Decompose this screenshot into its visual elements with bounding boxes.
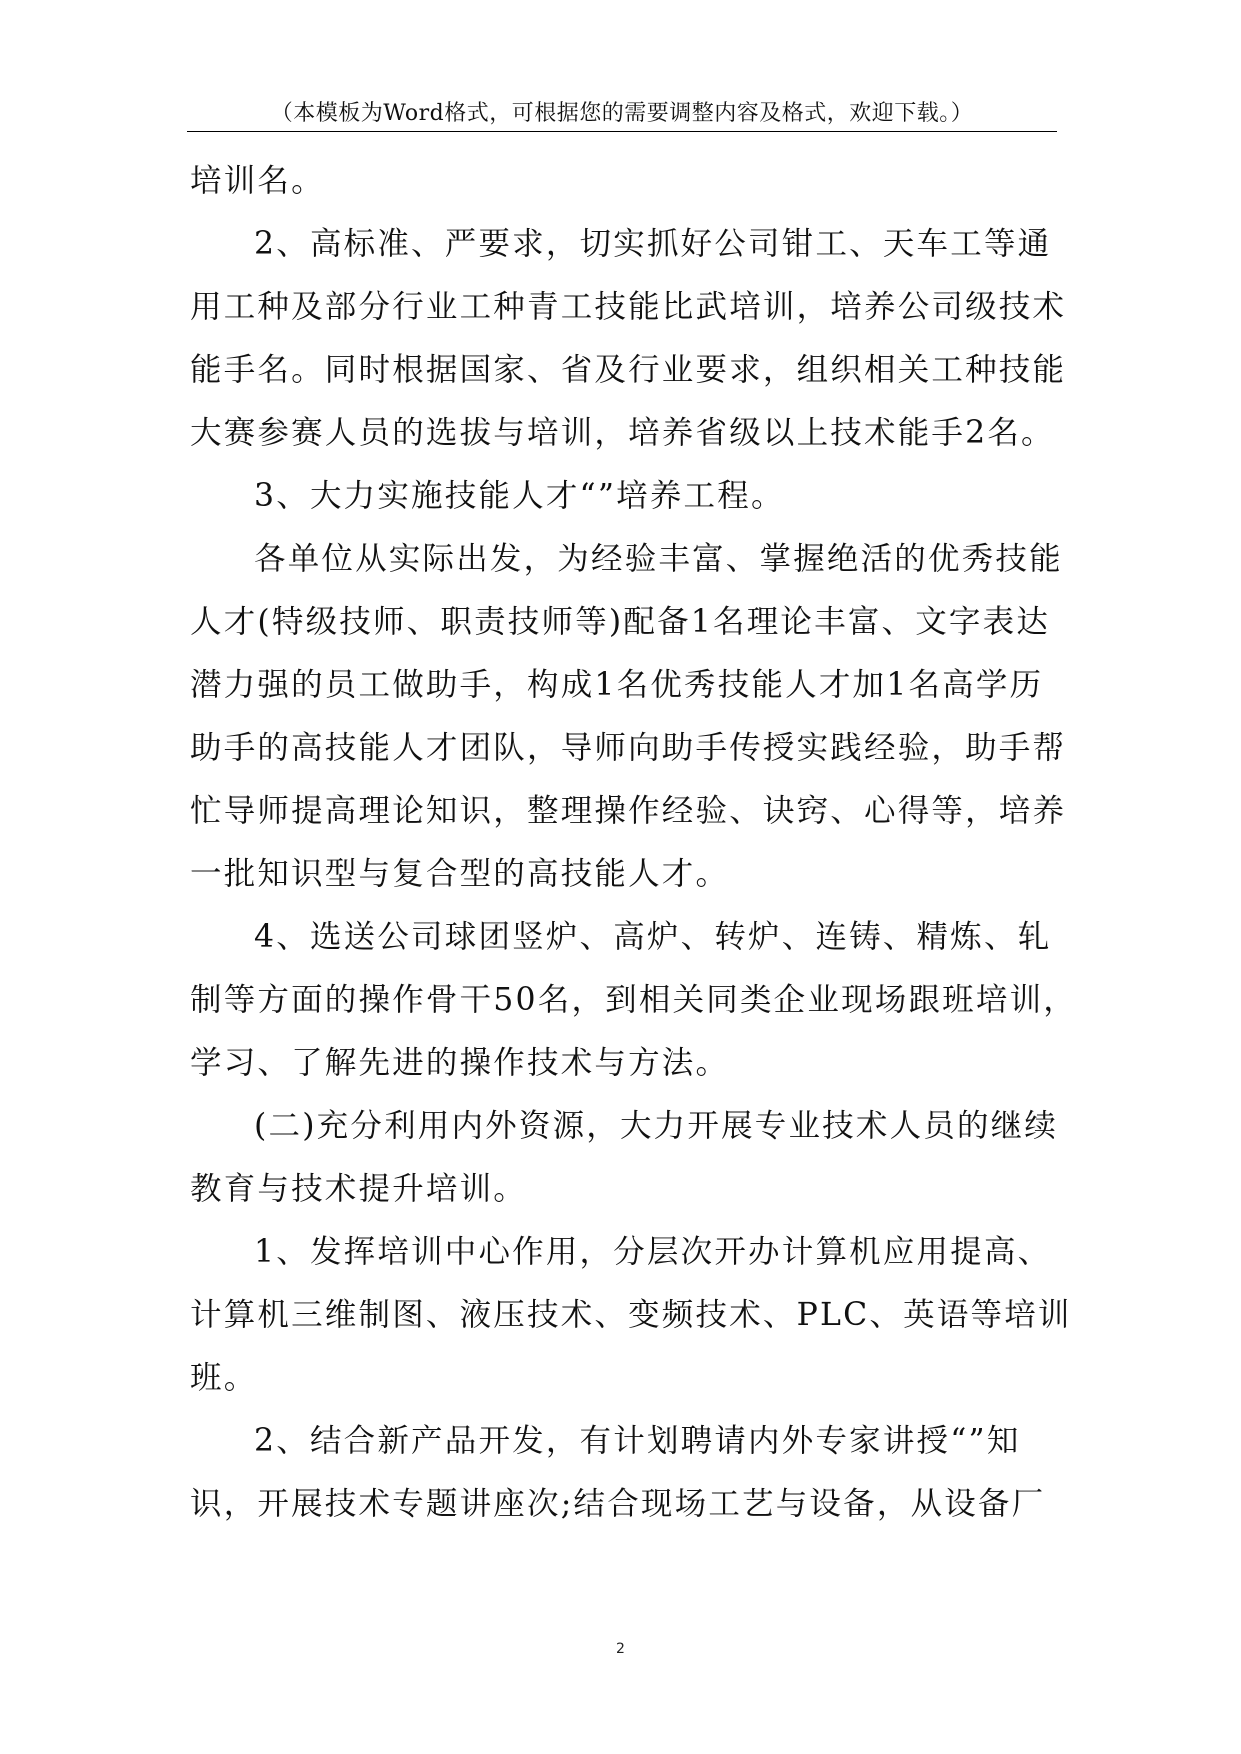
body-line: 忙导师提高理论知识，整理操作经验、诀窍、心得等，培养 xyxy=(190,793,1067,829)
body-line: 计算机三维制图、液压技术、变频技术、PLC、英语等培训 xyxy=(190,1297,1072,1333)
body-line: 班。 xyxy=(190,1360,258,1396)
page-number: 2 xyxy=(616,1641,625,1657)
body-line: 制等方面的操作骨干50名，到相关同类企业现场跟班培训， xyxy=(190,982,1077,1018)
body-line: 潜力强的员工做助手，构成1名优秀技能人才加1名高学历 xyxy=(190,667,1044,703)
body-line: 各单位从实际出发，为经验丰富、掌握绝活的优秀技能 xyxy=(254,541,1063,577)
header-divider xyxy=(187,131,1057,132)
body-line: 一批知识型与复合型的高技能人才。 xyxy=(190,856,730,892)
body-line: 能手名。同时根据国家、省及行业要求，组织相关工种技能 xyxy=(190,352,1067,388)
body-line: 培训名。 xyxy=(190,163,325,199)
body-line: 2、高标准、严要求，切实抓好公司钳工、天车工等通 xyxy=(254,226,1052,262)
body-line: 3、大力实施技能人才“”培养工程。 xyxy=(254,478,785,514)
body-line: 教育与技术提升培训。 xyxy=(190,1171,528,1207)
body-line: 大赛参赛人员的选拔与培训，培养省级以上技术能手2名。 xyxy=(190,415,1055,451)
document-body xyxy=(190,150,1077,1536)
body-line: 助手的高技能人才团队，导师向助手传授实践经验，助手帮 xyxy=(190,730,1067,766)
body-line: (二)充分利用内外资源，大力开展专业技术人员的继续 xyxy=(254,1108,1059,1144)
body-line: 1、发挥培训中心作用，分层次开办计算机应用提高、 xyxy=(254,1234,1052,1270)
body-line: 识，开展技术专题讲座次;结合现场工艺与设备，从设备厂 xyxy=(190,1486,1046,1522)
body-line: 2、结合新产品开发，有计划聘请内外专家讲授“”知 xyxy=(254,1423,1021,1459)
page-header-notice: （本模板为Word格式，可根据您的需要调整内容及格式，欢迎下载。） xyxy=(270,101,974,126)
body-line: 用工种及部分行业工种青工技能比武培训，培养公司级技术 xyxy=(190,289,1067,325)
body-line: 人才(特级技师、职责技师等)配备1名理论丰富、文字表达 xyxy=(190,604,1051,640)
body-line: 4、选送公司球团竖炉、高炉、转炉、连铸、精炼、轧 xyxy=(254,919,1052,955)
body-line: 学习、了解先进的操作技术与方法。 xyxy=(190,1045,730,1081)
